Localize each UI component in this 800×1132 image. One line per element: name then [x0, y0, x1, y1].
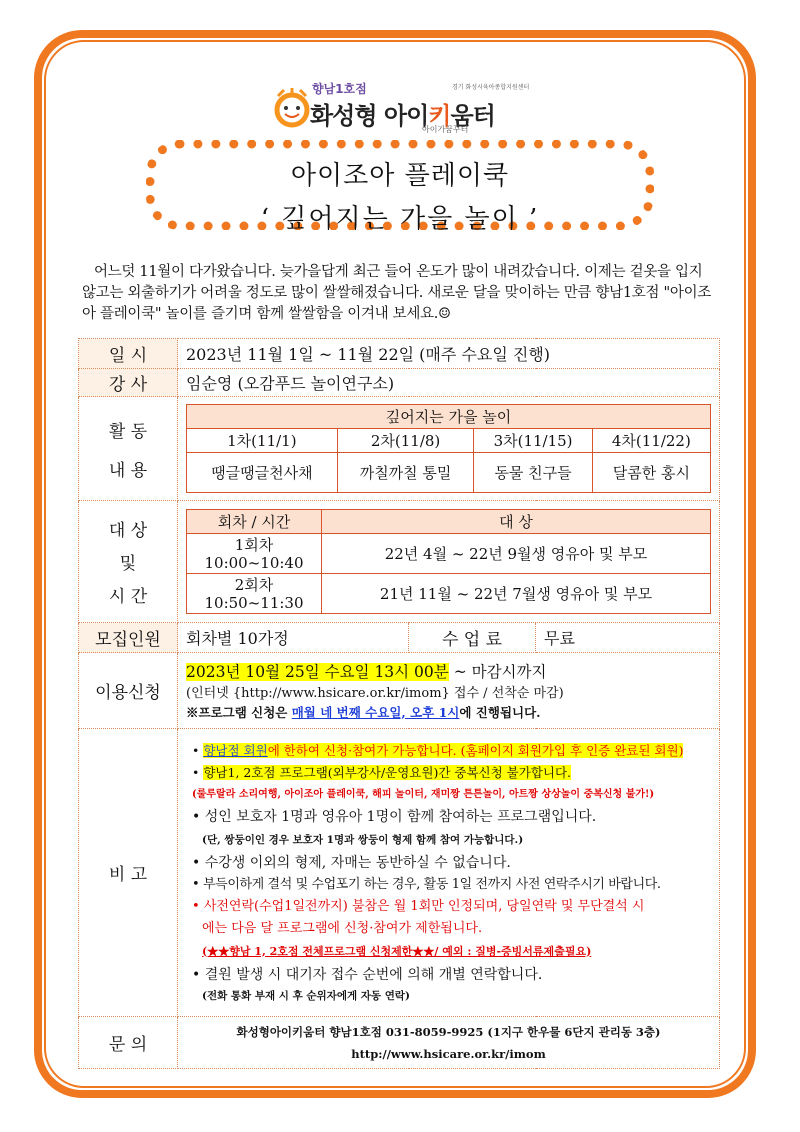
fee-label: 수 업 료 [409, 623, 536, 653]
apply-deadline [186, 660, 719, 684]
row-apply [79, 653, 720, 729]
remark-1-red: (홈페이지 회원가입 후 인증 완료된 회원) [460, 742, 684, 758]
recruit-label: 모집인원 [79, 623, 178, 653]
apply-deadline-highlight: 2023년 10월 25일 수요일 13시 00분 [186, 662, 449, 681]
remark-6-line2: 에는 다음 달 프로그램에 신청·참여가 제한됩니다. [202, 920, 483, 936]
row-target [79, 501, 720, 623]
target-label [79, 501, 178, 623]
target-r1-session [187, 534, 322, 574]
activity-label [79, 397, 178, 501]
row-activity [79, 397, 720, 501]
row-date [79, 339, 720, 369]
content-1: 땡글땡글천사채 [187, 453, 338, 493]
remark-7: • 결원 발생 시 대기자 접수 순번에 의해 개별 연락합니다. [192, 966, 543, 983]
remark-3: • 성인 보호자 1명과 영유아 1명이 함께 참여하는 프로그램입니다. [192, 808, 597, 825]
target-r1-session-num: 1회차 [234, 535, 274, 554]
remark-6-note-text: (★★향남 1, 2호점 전체프로그램 신청제한★★/ 예외 : 질병-증빙서류제출필요) [202, 944, 592, 958]
target-r1-target: 22년 4월 ~ 22년 9월생 영유아 및 부모 [322, 534, 711, 574]
session-2: 2차(11/8) [337, 429, 474, 453]
fee-value: 무료 [536, 623, 720, 653]
row-recruit [79, 623, 720, 653]
contact-label: 문 의 [79, 1017, 178, 1069]
activity-table [186, 404, 711, 493]
logo-title-ki: 키 [428, 102, 451, 130]
remark-1-member: 향남점 회원 [203, 742, 268, 758]
row-remarks [79, 729, 720, 1017]
apply-cell [178, 653, 720, 729]
session-1: 1차(11/1) [187, 429, 338, 453]
remark-6: • 사전연락(수업1일전까지) 불참은 월 1회만 인정되며, 당일연락 및 무단결석 시 [192, 898, 645, 914]
remark-4-text: 수강생 이외의 형제, 자매는 동반하실 수 없습니다. [204, 854, 511, 871]
remark-3-note: (단, 쌍둥이인 경우 보호자 1명과 쌍둥이 형제 함께 참여 가능합니다.) [202, 833, 524, 846]
remark-7-text: 결원 발생 시 대기자 접수 순번에 의해 개별 연락합니다. [204, 966, 543, 983]
activity-label-line1: 활 동 [108, 421, 148, 442]
logo-title-prefix: 화성형 아이 [310, 102, 429, 130]
target-r1-time: 10:00~10:40 [204, 553, 304, 572]
target-label-line2: 및 [119, 554, 137, 574]
remarks-cell [178, 729, 720, 1017]
apply-label: 이용신청 [79, 653, 178, 729]
remark-3-text: 성인 보호자 1명과 영유아 1명이 함께 참여하는 프로그램입니다. [204, 808, 597, 825]
apply-deadline-rest: ~ 마감시까지 [448, 662, 547, 681]
session-3: 3차(11/15) [474, 429, 592, 453]
title-line1: 아이조아 플레이쿡 [290, 161, 510, 191]
remark-1-highlight [203, 743, 683, 758]
apply-schedule-highlight: 매월 네 번째 수요일, 오후 1시 [291, 704, 460, 720]
title-line2: ‘ 깊어지는 가을 놀이 ’ [260, 204, 540, 234]
sun-face-logo-icon [272, 86, 312, 130]
logo-tagline: 아이가꿈꾸터 [422, 125, 469, 134]
remark-6-line1: 사전연락(수업1일전까지) 불참은 월 1회만 인정되며, 당일연락 및 무단결석 시 [203, 898, 645, 914]
content-2: 까칠까칠 통밀 [337, 453, 474, 493]
target-table [186, 509, 711, 614]
target-col-target: 대 상 [322, 510, 711, 534]
instructor-value: 임순영 (오감푸드 놀이연구소) [178, 369, 720, 397]
date-label: 일 시 [79, 339, 178, 369]
row-contact [79, 1017, 720, 1069]
target-label-line3: 시 간 [108, 587, 148, 607]
remark-7-note: (전화 통화 부재 시 후 순위자에게 자동 연락) [202, 989, 410, 1002]
remarks-label: 비 고 [79, 729, 178, 1017]
target-r2-time: 10:50~11:30 [204, 593, 304, 612]
remark-2: • 향남1, 2호점 프로그램(외부강사/운영요원)간 중복신청 불가합니다. [192, 764, 572, 780]
content-4: 달콤한 홍시 [592, 453, 710, 493]
contact-cell [178, 1017, 720, 1069]
logo-org-text: 경기 화성시육아종합지원센터 [452, 84, 530, 91]
contact-url[interactable]: http://www.hsicare.or.kr/imom [351, 1046, 546, 1061]
recruit-value: 회차별 10가정 [178, 623, 409, 653]
target-col-session: 회차 / 시간 [187, 510, 322, 534]
intro-paragraph: 어느덧 11월이 다가왔습니다. 늦가을답게 최근 들어 온도가 많이 내려갔습니다. 이제는 겉옷을 입지 않고는 외출하기가 어려울 정도로 많이 쌀쌀해졌습니다. 새로운 달을 맞이하는 만큼 향남1호점 "아이조아 플레이쿡" 놀이를 즐기며 함께 쌀쌀함을 이겨내 보세요.☺ [82, 264, 711, 322]
target-label-line1: 대 상 [108, 521, 148, 541]
apply-schedule [186, 704, 719, 722]
title-box [146, 140, 654, 234]
remark-1-mid: 에 한하여 신청·참여가 가능합니다. [267, 742, 461, 758]
content-3: 동물 친구들 [474, 453, 592, 493]
activity-label-line2: 내 용 [108, 460, 148, 481]
date-value: 2023년 11월 1일 ~ 11월 22일 (매주 수요일 진행) [178, 339, 720, 369]
remark-1: • 향남점 회원에 한하여 신청·참여가 가능합니다. (홈페이지 회원가입 후 인증 완료된 회원) [192, 742, 684, 758]
activity-header: 깊어지는 가을 놀이 [187, 405, 711, 429]
logo-title-suffix: 움터 [450, 102, 495, 130]
target-r2-session [187, 574, 322, 614]
remark-6-note [192, 940, 719, 964]
instructor-label: 강 사 [79, 369, 178, 397]
target-r2-target: 21년 11월 ~ 22년 7월생 영유아 및 부모 [322, 574, 711, 614]
apply-schedule-post: 에 진행됩니다. [459, 704, 541, 720]
remark-2-text: 향남1, 2호점 프로그램(외부강사/운영요원)간 중복신청 불가합니다. [203, 764, 572, 780]
remark-5-text: 부득이하게 결석 및 수업포기 하는 경우, 활동 1일 전까지 사전 연락주시기 바랍니다. [203, 876, 661, 892]
target-cell [178, 501, 720, 623]
remark-4: • 수강생 이외의 형제, 자매는 동반하실 수 없습니다. [192, 854, 511, 871]
contact-line1: 화성형아이키움터 향남1호점 031-8059-9925 (1지구 한우물 6단지 관리동 3층) [236, 1024, 661, 1039]
remark-5: • 부득이하게 결석 및 수업포기 하는 경우, 활동 1일 전까지 사전 연락주시기 바랍니다. [192, 876, 661, 892]
info-table [78, 338, 720, 1069]
remark-2-note: (룰루랄라 소리여행, 아이조아 플레이쿡, 해피 놀이터, 재미짱 튼튼놀이, 아트짱 상상놀이 중복신청 불가!) [192, 788, 655, 800]
row-instructor [79, 369, 720, 397]
activity-cell [178, 397, 720, 501]
logo [272, 80, 532, 140]
apply-schedule-pre: ※프로그램 신청은 [186, 704, 292, 720]
apply-method: (인터넷 {http://www.hsicare.or.kr/imom} 접수 / 선착순 마감) [186, 685, 564, 701]
target-r2-session-num: 2회차 [234, 575, 274, 594]
logo-subtitle: 향남1호점 [312, 82, 367, 96]
session-4: 4차(11/22) [592, 429, 710, 453]
